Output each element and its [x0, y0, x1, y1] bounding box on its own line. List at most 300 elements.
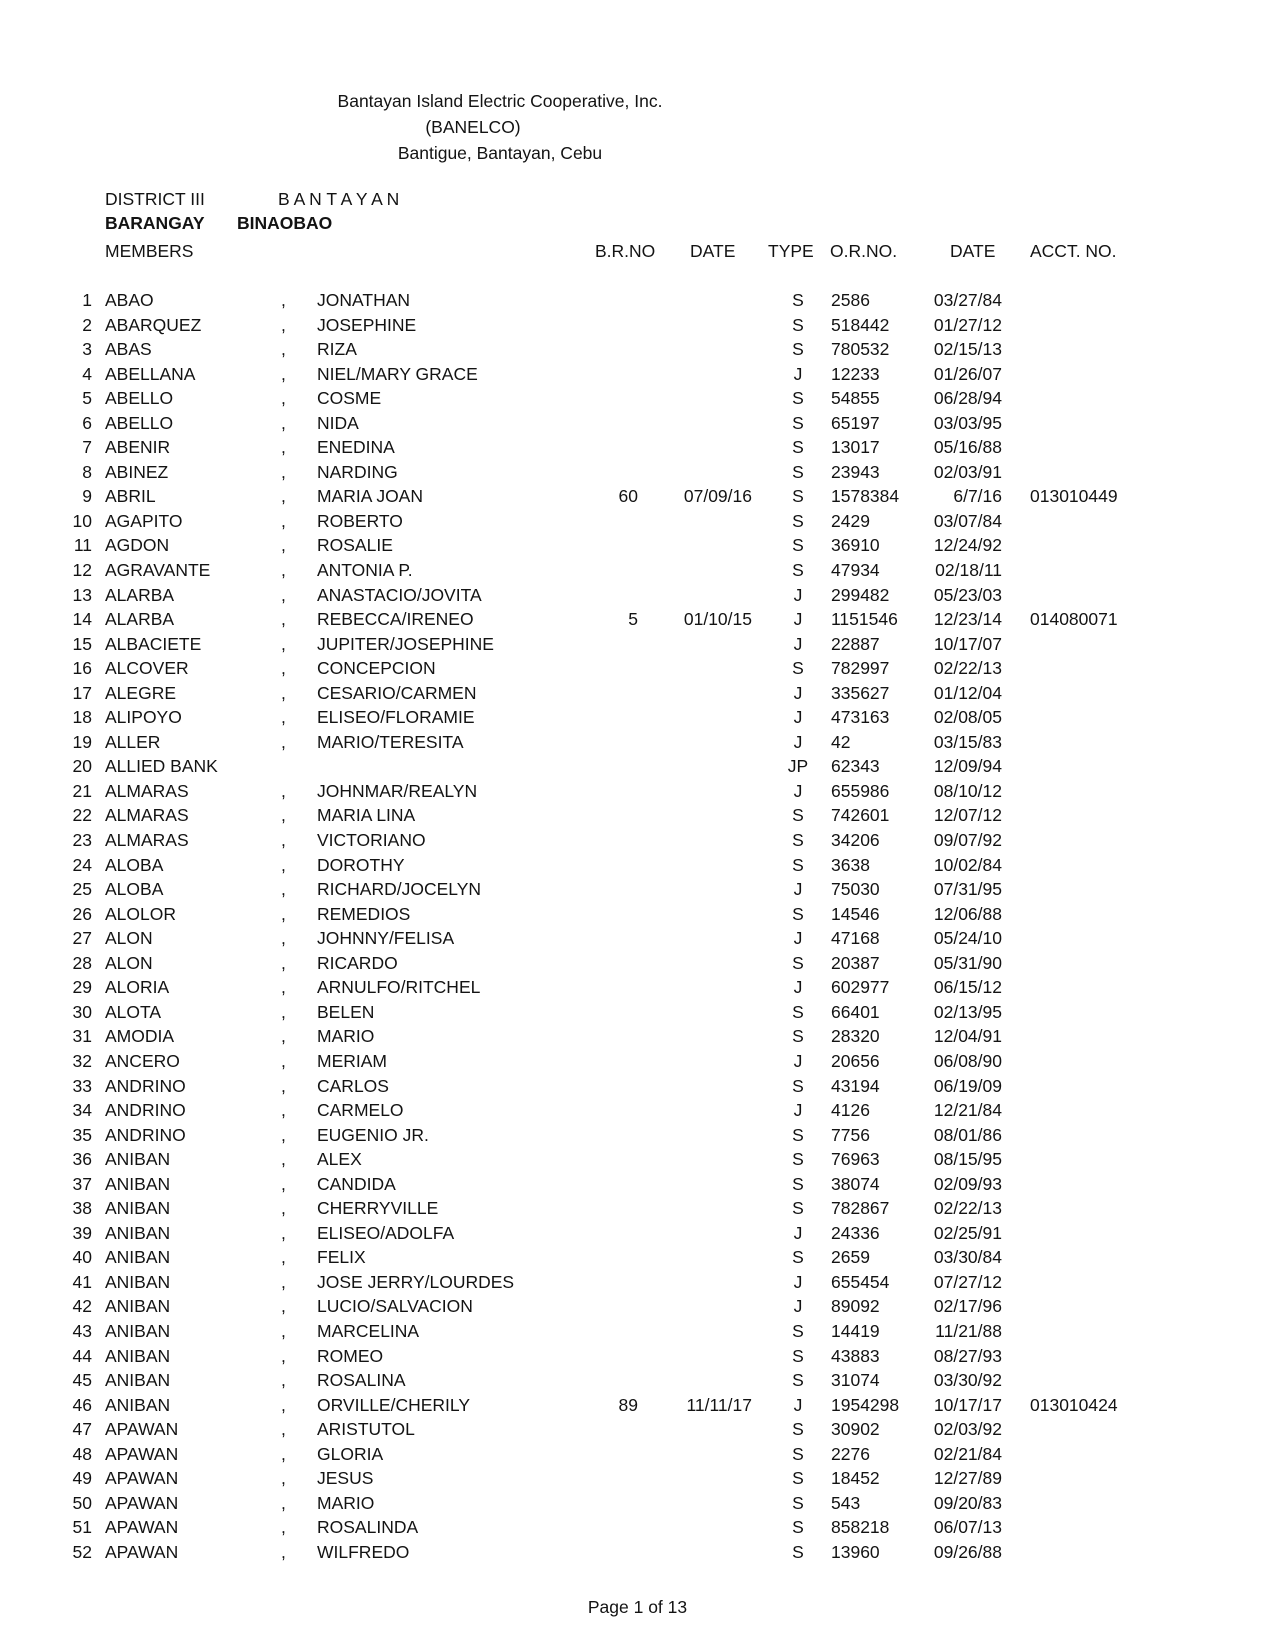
member-or-date: 01/27/12: [933, 314, 1002, 335]
member-row: [0, 558, 1275, 583]
member-or-date: 06/19/09: [933, 1075, 1002, 1096]
name-separator-comma: ,: [281, 290, 286, 310]
member-number: 28: [72, 952, 92, 973]
member-row: [0, 1270, 1275, 1295]
member-row: [0, 288, 1275, 313]
member-br-no: 60: [618, 486, 638, 507]
member-given-name: JESUS: [317, 1468, 374, 1489]
member-row: [0, 386, 1275, 411]
member-row: [0, 853, 1275, 878]
member-br-date: [652, 1024, 752, 1049]
member-row: [0, 1491, 1275, 1516]
member-surname: ALMARAS: [105, 830, 189, 851]
name-separator-comma: ,: [281, 1026, 286, 1047]
member-br-no: [560, 460, 638, 485]
member-row: [0, 828, 1275, 853]
member-row: [0, 1172, 1275, 1197]
name-separator-comma: ,: [281, 1492, 286, 1513]
member-number: 50: [72, 1492, 92, 1513]
member-or-date: 05/23/03: [933, 584, 1002, 605]
member-given-name: JOHNNY/FELISA: [317, 928, 455, 949]
member-surname: APAWAN: [105, 1419, 179, 1440]
member-br-no: [560, 1294, 638, 1319]
member-type: S: [792, 1149, 804, 1170]
member-surname: ALOBA: [105, 879, 164, 900]
member-given-name: MARIO: [317, 1492, 375, 1513]
member-row: [0, 926, 1275, 951]
member-type: S: [792, 805, 804, 826]
member-number: 29: [72, 977, 92, 998]
member-type: J: [793, 1100, 803, 1121]
member-number: 39: [72, 1222, 92, 1243]
member-given-name: CHERRYVILLE: [317, 1198, 439, 1219]
org-short-name: (BANELCO): [425, 117, 521, 137]
member-given-name: GLORIA: [317, 1443, 384, 1464]
member-given-name: MARIA JOAN: [317, 486, 423, 507]
member-surname: AGAPITO: [105, 510, 183, 531]
member-or-no: 602977: [831, 977, 890, 998]
member-given-name: CANDIDA: [317, 1173, 396, 1194]
member-br-date: [652, 779, 752, 804]
member-type: S: [792, 903, 804, 924]
member-row: [0, 656, 1275, 681]
member-row: [0, 902, 1275, 927]
member-surname: ABELLO: [105, 412, 174, 433]
member-given-name: ARNULFO/RITCHEL: [317, 977, 481, 998]
member-br-no: [560, 1442, 638, 1467]
member-number: 19: [72, 731, 92, 752]
name-separator-comma: ,: [281, 1271, 286, 1292]
member-br-date: [652, 558, 752, 583]
member-number: 38: [72, 1198, 92, 1219]
name-separator-comma: ,: [281, 1149, 286, 1170]
member-br-date: [652, 1147, 752, 1172]
name-separator-comma: ,: [281, 707, 286, 728]
name-separator-comma: ,: [281, 1050, 286, 1071]
member-br-date: [652, 1344, 752, 1369]
member-or-date: 10/17/07: [933, 633, 1002, 654]
member-or-no: 43883: [831, 1345, 880, 1366]
name-separator-comma: ,: [281, 609, 286, 630]
member-br-no: [560, 1000, 638, 1025]
column-header-type: TYPE: [768, 241, 814, 261]
member-or-no: 42: [831, 731, 851, 752]
member-or-no: 1578384: [831, 486, 900, 507]
name-separator-comma: ,: [281, 461, 286, 482]
member-type: S: [792, 952, 804, 973]
member-or-date: 06/15/12: [933, 977, 1002, 998]
member-br-date: [652, 1515, 752, 1540]
member-number: 32: [72, 1050, 92, 1071]
member-row: [0, 1515, 1275, 1540]
member-or-date: 03/30/92: [933, 1370, 1002, 1391]
name-separator-comma: ,: [281, 486, 286, 507]
member-acct-no: 014080071: [1030, 609, 1118, 630]
member-or-date: 12/07/12: [933, 805, 1002, 826]
name-separator-comma: ,: [281, 1247, 286, 1268]
member-or-date: 02/17/96: [933, 1296, 1002, 1317]
member-br-date: [652, 1245, 752, 1270]
member-given-name: MERIAM: [317, 1050, 387, 1071]
member-br-date: [652, 951, 752, 976]
member-given-name: MARCELINA: [317, 1320, 420, 1341]
column-header-brno: B.R.NO: [595, 241, 656, 261]
member-type: S: [792, 535, 804, 556]
member-or-no: 43194: [831, 1075, 880, 1096]
member-number: 37: [72, 1173, 92, 1194]
member-or-no: 13017: [831, 437, 880, 458]
member-surname: AMODIA: [105, 1026, 175, 1047]
name-separator-comma: ,: [281, 363, 286, 384]
member-br-no: [560, 1368, 638, 1393]
member-acct-no: 013010424: [1030, 1394, 1118, 1415]
member-surname: ABENIR: [105, 437, 171, 458]
member-number: 35: [72, 1124, 92, 1145]
member-br-no: [560, 1221, 638, 1246]
member-or-no: 13960: [831, 1541, 880, 1562]
member-row: [0, 313, 1275, 338]
member-type: S: [792, 510, 804, 531]
member-br-date: [652, 288, 752, 313]
member-row: [0, 754, 1275, 779]
member-type: S: [792, 1492, 804, 1513]
member-or-date: 03/15/83: [933, 731, 1002, 752]
member-type: S: [792, 461, 804, 482]
member-row: [0, 1000, 1275, 1025]
member-or-date: 06/08/90: [933, 1050, 1002, 1071]
member-type: J: [793, 1050, 803, 1071]
member-number: 42: [72, 1296, 92, 1317]
member-type: S: [792, 1026, 804, 1047]
member-surname: ANIBAN: [105, 1173, 171, 1194]
member-number: 52: [72, 1541, 92, 1562]
member-or-no: 2429: [831, 510, 870, 531]
member-surname: ANCERO: [105, 1050, 180, 1071]
member-br-date: [652, 902, 752, 927]
member-number: 33: [72, 1075, 92, 1096]
member-or-date: 02/08/05: [933, 707, 1002, 728]
member-br-date: [652, 460, 752, 485]
member-or-date: 02/18/11: [935, 560, 1002, 581]
member-surname: ANIBAN: [105, 1198, 171, 1219]
member-br-no: [560, 754, 638, 779]
member-br-date: [652, 656, 752, 681]
member-given-name: COSME: [317, 388, 382, 409]
member-br-no: [560, 1024, 638, 1049]
member-given-name: MARIO: [317, 1026, 375, 1047]
member-row: [0, 1294, 1275, 1319]
member-number: 9: [82, 486, 92, 507]
member-or-date: 03/07/84: [933, 510, 1002, 531]
member-surname: ALIPOYO: [105, 707, 182, 728]
member-given-name: JUPITER/JOSEPHINE: [317, 633, 494, 654]
member-row: [0, 1147, 1275, 1172]
name-separator-comma: ,: [281, 1100, 286, 1121]
name-separator-comma: ,: [281, 1345, 286, 1366]
column-header-acct-no: ACCT. NO.: [1030, 241, 1117, 261]
member-type: S: [792, 437, 804, 458]
name-separator-comma: ,: [281, 1419, 286, 1440]
column-header-members: MEMBERS: [105, 241, 194, 261]
member-type: S: [792, 560, 804, 581]
member-surname: ABELLO: [105, 388, 174, 409]
member-or-date: 12/23/14: [933, 609, 1002, 630]
member-given-name: RIZA: [317, 339, 357, 360]
member-surname: APAWAN: [105, 1468, 179, 1489]
member-br-date: [652, 583, 752, 608]
member-or-no: 12233: [831, 363, 880, 384]
member-surname: ABAO: [105, 290, 154, 310]
member-type: J: [793, 363, 803, 384]
member-or-date: 05/16/88: [933, 437, 1002, 458]
member-br-date: [652, 1368, 752, 1393]
member-number: 14: [72, 609, 92, 630]
member-br-date: 07/09/16: [683, 486, 752, 507]
name-separator-comma: ,: [281, 952, 286, 973]
member-surname: ALEGRE: [105, 682, 176, 703]
member-or-no: 22887: [831, 633, 880, 654]
member-or-no: 742601: [831, 805, 890, 826]
member-surname: ANIBAN: [105, 1296, 171, 1317]
member-row: [0, 705, 1275, 730]
member-or-no: 7756: [831, 1124, 870, 1145]
member-surname: ANIBAN: [105, 1345, 171, 1366]
member-surname: ALMARAS: [105, 805, 189, 826]
member-or-date: 08/01/86: [933, 1124, 1002, 1145]
member-br-no: [560, 1466, 638, 1491]
name-separator-comma: ,: [281, 1296, 286, 1317]
member-surname: ANIBAN: [105, 1320, 171, 1341]
member-row: [0, 1024, 1275, 1049]
name-separator-comma: ,: [281, 805, 286, 826]
member-given-name: ROBERTO: [317, 510, 403, 531]
member-type: S: [792, 388, 804, 409]
member-br-date: [652, 1049, 752, 1074]
member-surname: ABARQUEZ: [105, 314, 202, 335]
member-type: J: [793, 780, 803, 801]
member-given-name: CONCEPCION: [317, 658, 436, 679]
member-or-date: 02/22/13: [933, 658, 1002, 679]
member-or-no: 518442: [831, 314, 890, 335]
member-br-date: [652, 435, 752, 460]
member-number: 10: [72, 510, 92, 531]
member-surname: ANIBAN: [105, 1370, 171, 1391]
member-br-no: [560, 533, 638, 558]
member-given-name: ROSALINA: [317, 1370, 406, 1391]
member-br-date: [652, 1098, 752, 1123]
document-title-block: [0, 88, 1000, 166]
member-br-date: [652, 1294, 752, 1319]
org-name: Bantayan Island Electric Cooperative, Inc.: [337, 91, 663, 111]
name-separator-comma: ,: [281, 412, 286, 433]
member-surname: ALMARAS: [105, 780, 189, 801]
org-address: Bantigue, Bantayan, Cebu: [397, 143, 603, 163]
member-or-no: 655454: [831, 1271, 890, 1292]
member-row: [0, 1123, 1275, 1148]
member-or-date: 12/04/91: [933, 1026, 1002, 1047]
member-surname: ALORIA: [105, 977, 170, 998]
member-or-date: 02/03/92: [933, 1419, 1002, 1440]
member-or-no: 76963: [831, 1149, 880, 1170]
member-br-no: [560, 558, 638, 583]
member-br-no: [560, 1319, 638, 1344]
member-or-no: 24336: [831, 1222, 880, 1243]
member-row: [0, 362, 1275, 387]
member-number: 16: [72, 658, 92, 679]
member-number: 34: [72, 1100, 92, 1121]
member-type: J: [793, 633, 803, 654]
member-br-date: [652, 1172, 752, 1197]
member-type: S: [792, 1173, 804, 1194]
name-separator-comma: ,: [281, 879, 286, 900]
member-row: [0, 583, 1275, 608]
member-given-name: ORVILLE/CHERILY: [317, 1394, 471, 1415]
name-separator-comma: ,: [281, 560, 286, 581]
member-given-name: REBECCA/IRENEO: [317, 609, 474, 630]
member-or-date: 12/21/84: [933, 1100, 1002, 1121]
member-row: [0, 1098, 1275, 1123]
barangay-label: BARANGAY: [105, 213, 205, 233]
member-row: [0, 1540, 1275, 1565]
member-br-date: [652, 362, 752, 387]
member-number: 17: [72, 682, 92, 703]
member-or-no: 34206: [831, 830, 880, 851]
member-row: [0, 1221, 1275, 1246]
member-given-name: NARDING: [317, 461, 398, 482]
member-number: 18: [72, 707, 92, 728]
member-or-no: 2276: [831, 1443, 870, 1464]
name-separator-comma: ,: [281, 854, 286, 875]
member-number: 23: [72, 830, 92, 851]
district-label: DISTRICT III: [105, 189, 205, 209]
member-number: 20: [72, 756, 92, 777]
member-given-name: RICARDO: [317, 952, 398, 973]
member-br-no: [560, 951, 638, 976]
member-br-date: [652, 1221, 752, 1246]
member-given-name: JOSEPHINE: [317, 314, 417, 335]
member-surname: ANDRINO: [105, 1075, 186, 1096]
member-given-name: ENEDINA: [317, 437, 395, 458]
member-given-name: NIDA: [317, 412, 359, 433]
member-br-date: [652, 803, 752, 828]
member-or-no: 31074: [831, 1370, 880, 1391]
member-type: S: [792, 854, 804, 875]
member-br-date: [652, 1074, 752, 1099]
member-surname: ALARBA: [105, 584, 175, 605]
member-or-no: 28320: [831, 1026, 880, 1047]
member-type: S: [792, 1370, 804, 1391]
member-br-no: [560, 1344, 638, 1369]
member-given-name: DOROTHY: [317, 854, 405, 875]
member-or-date: 10/17/17: [933, 1394, 1002, 1415]
member-or-date: 06/07/13: [933, 1517, 1002, 1538]
member-number: 49: [72, 1468, 92, 1489]
member-given-name: JOHNMAR/REALYN: [317, 780, 478, 801]
member-or-date: 12/09/94: [933, 756, 1002, 777]
member-or-date: 03/30/84: [933, 1247, 1002, 1268]
member-surname: ALLIED BANK: [105, 756, 218, 777]
member-or-no: 2659: [831, 1247, 870, 1268]
member-br-date: [652, 730, 752, 755]
member-br-date: [652, 533, 752, 558]
name-separator-comma: ,: [281, 1370, 286, 1391]
member-number: 48: [72, 1443, 92, 1464]
member-or-no: 858218: [831, 1517, 890, 1538]
member-or-no: 2586: [831, 290, 870, 310]
member-or-date: 07/31/95: [933, 879, 1002, 900]
member-given-name: JONATHAN: [317, 290, 411, 310]
member-type: J: [793, 879, 803, 900]
member-given-name: ELISEO/ADOLFA: [317, 1222, 455, 1243]
member-br-no: [560, 681, 638, 706]
name-separator-comma: ,: [281, 658, 286, 679]
member-or-date: 12/06/88: [933, 903, 1002, 924]
member-surname: ALOBA: [105, 854, 164, 875]
member-or-no: 62343: [831, 756, 880, 777]
member-br-no: [560, 313, 638, 338]
member-br-date: [652, 853, 752, 878]
member-or-no: 89092: [831, 1296, 880, 1317]
member-br-date: [652, 337, 752, 362]
member-br-no: [560, 1515, 638, 1540]
member-br-date: [652, 1000, 752, 1025]
member-br-no: [560, 877, 638, 902]
member-type: J: [793, 1296, 803, 1317]
member-br-no: [560, 828, 638, 853]
member-row: [0, 877, 1275, 902]
member-br-no: [560, 583, 638, 608]
member-row: [0, 337, 1275, 362]
member-row: [0, 435, 1275, 460]
member-or-date: 05/24/10: [933, 928, 1002, 949]
member-number: 47: [72, 1419, 92, 1440]
member-or-no: 54855: [831, 388, 880, 409]
member-row: [0, 951, 1275, 976]
member-or-date: 6/7/16: [953, 486, 1002, 507]
member-br-date: [652, 1319, 752, 1344]
member-br-no: [560, 632, 638, 657]
member-row: [0, 1074, 1275, 1099]
member-number: 46: [72, 1394, 92, 1415]
member-surname: AGDON: [105, 535, 170, 556]
member-given-name: EUGENIO JR.: [317, 1124, 429, 1145]
member-or-no: 655986: [831, 780, 890, 801]
member-br-date: [652, 1417, 752, 1442]
member-row: [0, 1417, 1275, 1442]
member-or-no: 4126: [831, 1100, 870, 1121]
member-type: S: [792, 1247, 804, 1268]
member-given-name: REMEDIOS: [317, 903, 411, 924]
member-surname: ALON: [105, 928, 153, 949]
member-or-no: 47934: [831, 560, 880, 581]
name-separator-comma: ,: [281, 535, 286, 556]
member-given-name: ROMEO: [317, 1345, 384, 1366]
name-separator-comma: ,: [281, 1075, 286, 1096]
name-separator-comma: ,: [281, 584, 286, 605]
member-given-name: FELIX: [317, 1247, 366, 1268]
member-br-date: [652, 509, 752, 534]
member-br-date: [652, 705, 752, 730]
name-separator-comma: ,: [281, 1394, 286, 1415]
member-given-name: MARIA LINA: [317, 805, 416, 826]
member-number: 7: [82, 437, 92, 458]
name-separator-comma: ,: [281, 339, 286, 360]
member-or-no: 14546: [831, 903, 880, 924]
member-br-date: [652, 877, 752, 902]
member-or-no: 75030: [831, 879, 880, 900]
member-br-date: [652, 1442, 752, 1467]
member-number: 43: [72, 1320, 92, 1341]
